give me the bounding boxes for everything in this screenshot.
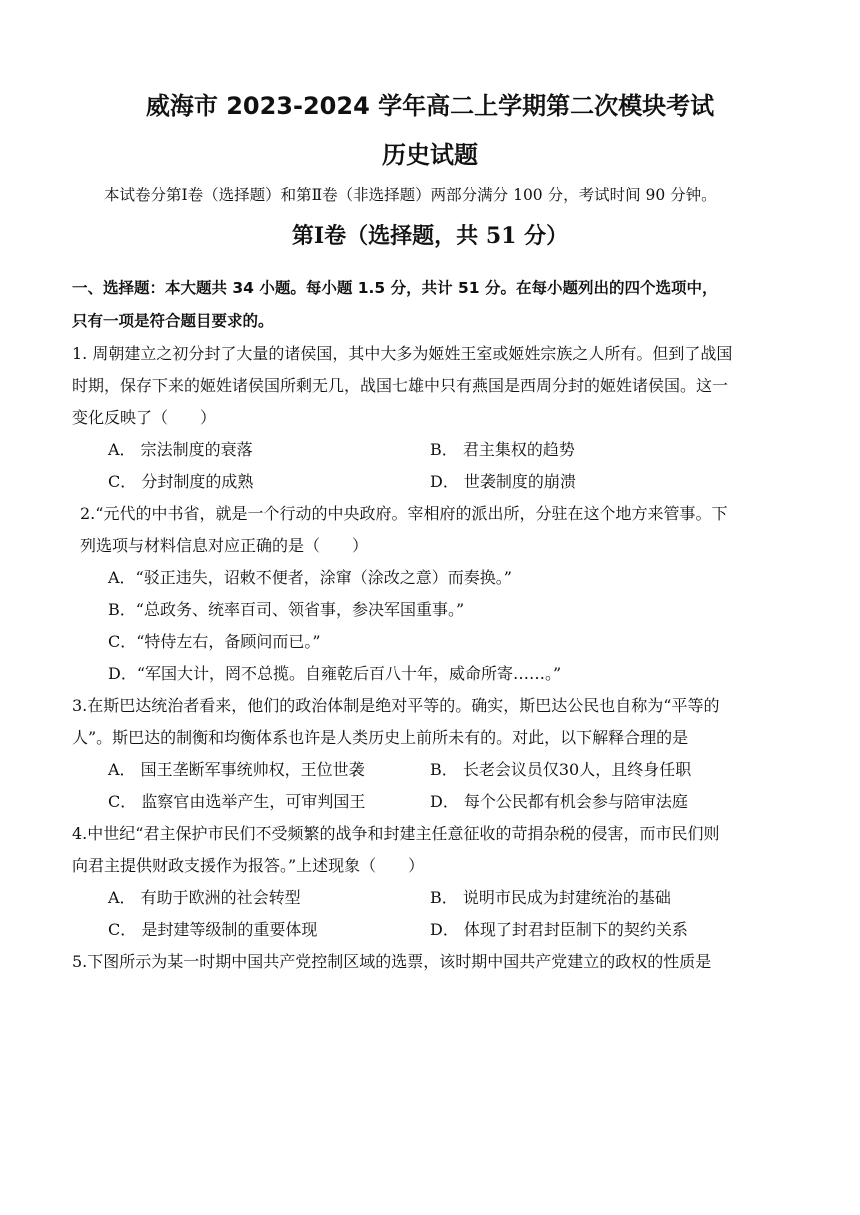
q3-option-c: C． 监察官由选举产生，可审判国王 xyxy=(108,792,366,811)
subject-title: 历史试题 xyxy=(382,141,478,169)
q1-option-c: C． 分封制度的成熟 xyxy=(108,472,254,491)
q1-stem-line-1: 1. 周朝建立之初分封了大量的诸侯国，其中大多为姬姓王室或姬姓宗族之人所有。但到了战国 xyxy=(72,344,733,363)
q2-stem-line-1: 2.“元代的中书省，就是一个行动的中央政府。宰相府的派出所，分驻在这个地方来管事。下 xyxy=(80,504,728,523)
q3-option-a: A． 国王垄断军事统帅权，王位世袭 xyxy=(108,760,365,779)
q4-option-b: B． 说明市民成为封建统治的基础 xyxy=(430,888,671,907)
q1-stem-line-2: 时期，保存下来的姬姓诸侯国所剩无几，战国七雄中只有燕国是西周分封的姬姓诸侯国。这一 xyxy=(72,376,729,395)
instructions-line-1: 一、选择题：本大题共 34 小题。每小题 1.5 分，共计 51 分。在每小题列出的四个选项中， xyxy=(72,279,718,297)
q3-option-b: B． 长老会议员仅30人，且终身任职 xyxy=(430,760,692,779)
q4-option-c: C． 是封建等级制的重要体现 xyxy=(108,920,318,939)
q3-stem-line-2: 人”。斯巴达的制衡和均衡体系也许是人类历史上前所未有的。对此，以下解释合理的是 xyxy=(72,728,689,747)
q2-option-a: A．“驳正违失，诏敕不便者，涂窜（涂改之意）而奏换。” xyxy=(108,568,512,587)
q3-stem-line-1: 3.在斯巴达统治者看来，他们的政治体制是绝对平等的。确实，斯巴达公民也自称为“平等的 xyxy=(72,696,720,715)
q2-option-d: D．“军国大计，罔不总揽。自雍乾后百八十年，威命所寄……。” xyxy=(108,664,562,683)
exam-intro: 本试卷分第Ⅰ卷（选择题）和第Ⅱ卷（非选择题）两部分满分 100 分，考试时间 90 分钟。 xyxy=(104,186,717,204)
q3-option-d: D． 每个公民都有机会参与陪审法庭 xyxy=(430,792,688,811)
q4-stem-line-1: 4.中世纪“君主保护市民们不受频繁的战争和封建主任意征收的苛捐杂税的侵害，而市民们则 xyxy=(72,824,720,843)
q1-option-a: A． 宗法制度的衰落 xyxy=(108,440,253,459)
q1-option-b: B． 君主集权的趋势 xyxy=(430,440,575,459)
q2-stem-line-2: 列选项与材料信息对应正确的是（ ） xyxy=(80,536,369,555)
q1-stem-line-3: 变化反映了（ ） xyxy=(72,408,217,427)
q4-option-d: D． 体现了封君封臣制下的契约关系 xyxy=(430,920,688,939)
q5-stem-line-1: 5.下图所示为某一时期中国共产党控制区域的选票，该时期中国共产党建立的政权的性质是 xyxy=(72,952,712,971)
q2-option-c: C．“特侍左右，备顾问而已。” xyxy=(108,632,321,651)
q4-option-a: A． 有助于欧洲的社会转型 xyxy=(108,888,301,907)
exam-title: 威海市 2023-2024 学年高二上学期第二次模块考试 xyxy=(145,92,715,120)
section-heading: 第Ⅰ卷（选择题，共 51 分） xyxy=(291,223,569,249)
q2-option-b: B．“总政务、统率百司、领省事，参决军国重事。” xyxy=(108,600,465,619)
instructions-line-2: 只有一项是符合题目要求的。 xyxy=(72,312,274,330)
q1-option-d: D． 世袭制度的崩溃 xyxy=(430,472,576,491)
q4-stem-line-2: 向君主提供财政支援作为报答。”上述现象（ ） xyxy=(72,856,425,875)
